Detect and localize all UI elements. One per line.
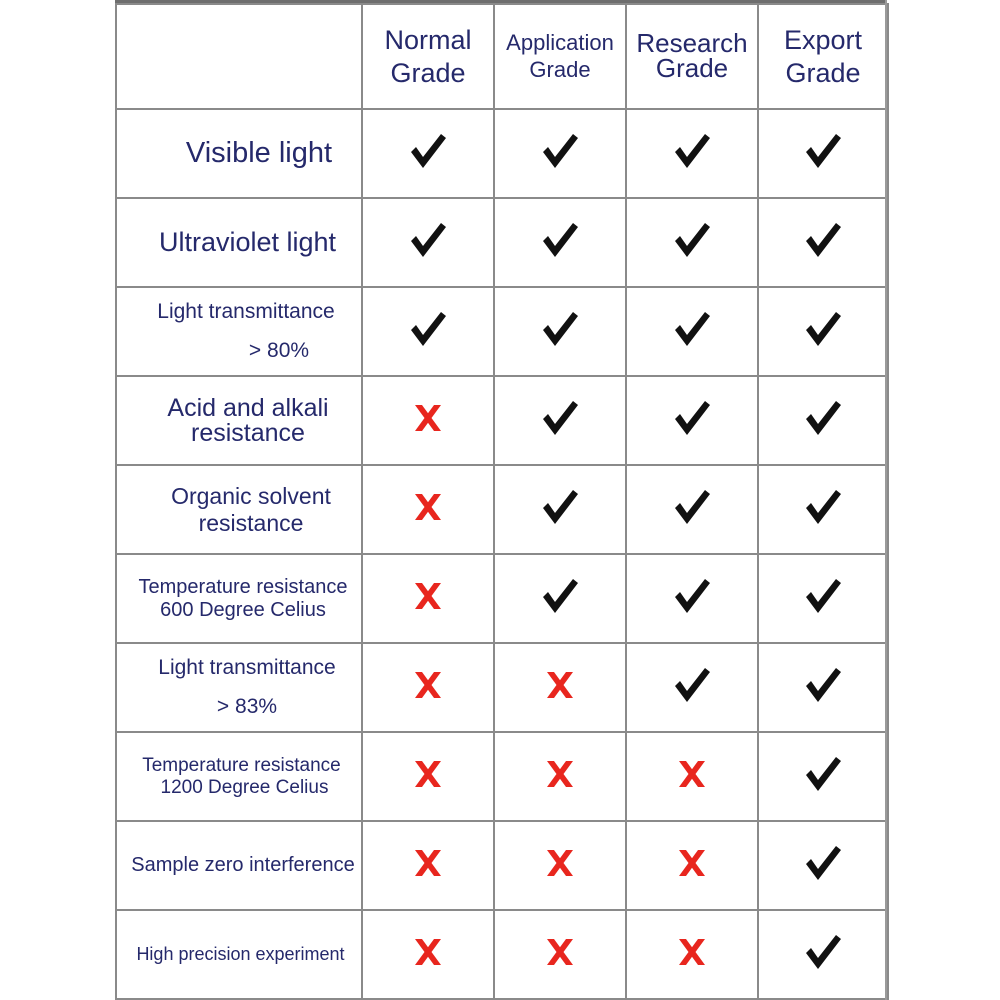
grade-cell	[758, 109, 888, 198]
column-header-application	[494, 4, 626, 109]
feature-label: resistance	[198, 509, 304, 536]
checkmark-icon	[803, 309, 843, 349]
grade-cell	[494, 732, 626, 821]
cross-icon	[544, 669, 576, 701]
grade-cell	[494, 643, 626, 732]
column-header-line: Application	[506, 30, 614, 56]
checkmark-icon	[672, 131, 712, 171]
grade-cell	[626, 821, 758, 910]
column-header-line: Export	[783, 25, 863, 56]
feature-label: High precision experiment	[136, 944, 345, 965]
feature-label: Ultraviolet light	[158, 226, 337, 257]
feature-label: 600 Degree Celius	[160, 598, 326, 621]
table-row	[116, 465, 888, 554]
table-row	[116, 643, 888, 732]
cross-icon	[676, 936, 708, 968]
feature-label: Temperature resistance	[138, 575, 348, 598]
corner-cell	[116, 4, 362, 109]
grade-cell	[362, 554, 494, 643]
checkmark-icon	[803, 220, 843, 260]
grade-cell	[758, 821, 888, 910]
checkmark-icon	[803, 665, 843, 705]
cross-icon	[544, 847, 576, 879]
checkmark-icon	[540, 487, 580, 527]
feature-label-cell	[116, 198, 362, 287]
table-row	[116, 554, 888, 643]
column-header-research	[626, 4, 758, 109]
checkmark-icon	[672, 487, 712, 527]
checkmark-icon	[803, 932, 843, 972]
grade-cell	[758, 376, 888, 465]
table-row	[116, 109, 888, 198]
column-header-normal	[362, 4, 494, 109]
grade-cell	[758, 465, 888, 554]
cross-icon	[544, 758, 576, 790]
cross-icon	[412, 758, 444, 790]
grade-cell	[758, 732, 888, 821]
column-header-export	[758, 4, 888, 109]
feature-label: Acid and alkali	[167, 393, 329, 422]
grade-cell	[362, 287, 494, 376]
feature-label-cell	[116, 554, 362, 643]
grade-cell	[494, 376, 626, 465]
feature-label: Light transmittance	[157, 300, 335, 324]
checkmark-icon	[672, 665, 712, 705]
feature-label-cell	[116, 732, 362, 821]
column-header-line: Normal	[384, 25, 472, 56]
grade-cell	[758, 643, 888, 732]
grade-cell	[626, 554, 758, 643]
checkmark-icon	[803, 487, 843, 527]
grade-cell	[626, 287, 758, 376]
grade-cell	[626, 732, 758, 821]
feature-label: resistance	[191, 418, 305, 447]
feature-label: Sample zero interference	[131, 854, 355, 876]
checkmark-icon	[540, 576, 580, 616]
grade-cell	[494, 554, 626, 643]
cross-icon	[412, 669, 444, 701]
column-header-line: Grade	[529, 56, 591, 82]
grade-cell	[362, 198, 494, 287]
grade-cell	[626, 910, 758, 999]
grade-cell	[626, 109, 758, 198]
grade-cell	[626, 643, 758, 732]
feature-label: > 83%	[216, 694, 278, 718]
grade-cell	[494, 198, 626, 287]
table-row	[116, 198, 888, 287]
feature-label-cell	[116, 643, 362, 732]
grade-cell	[362, 109, 494, 198]
feature-label-cell	[116, 910, 362, 999]
column-header-line: Grade	[785, 57, 861, 88]
checkmark-icon	[408, 220, 448, 260]
column-header-line: Grade	[655, 52, 729, 83]
feature-label: Temperature resistance	[142, 754, 341, 776]
checkmark-icon	[540, 131, 580, 171]
grade-cell	[362, 732, 494, 821]
checkmark-icon	[540, 398, 580, 438]
table-row	[116, 287, 888, 376]
cross-icon	[412, 936, 444, 968]
table-right-border	[885, 0, 887, 1000]
feature-label-cell	[116, 465, 362, 554]
feature-label: Visible light	[185, 136, 333, 169]
checkmark-icon	[672, 309, 712, 349]
checkmark-icon	[803, 843, 843, 883]
cross-icon	[412, 402, 444, 434]
table-row	[116, 376, 888, 465]
feature-label-cell	[116, 821, 362, 910]
checkmark-icon	[803, 131, 843, 171]
column-header-line: Grade	[390, 57, 466, 88]
checkmark-icon	[540, 220, 580, 260]
checkmark-icon	[540, 309, 580, 349]
cross-icon	[676, 847, 708, 879]
column-header-line: Research	[636, 28, 748, 59]
grade-cell	[758, 198, 888, 287]
feature-label-cell	[116, 287, 362, 376]
checkmark-icon	[803, 398, 843, 438]
checkmark-icon	[408, 309, 448, 349]
feature-label: 1200 Degree Celius	[160, 776, 329, 798]
cross-icon	[544, 936, 576, 968]
grade-cell	[362, 643, 494, 732]
grade-cell	[362, 376, 494, 465]
cross-icon	[412, 580, 444, 612]
table-row	[116, 821, 888, 910]
grade-cell	[626, 376, 758, 465]
checkmark-icon	[672, 398, 712, 438]
grade-cell	[494, 910, 626, 999]
grade-cell	[758, 287, 888, 376]
checkmark-icon	[803, 754, 843, 794]
grade-cell	[758, 554, 888, 643]
grade-comparison-table	[115, 3, 889, 1000]
cross-icon	[412, 491, 444, 523]
checkmark-icon	[672, 220, 712, 260]
table-row	[116, 732, 888, 821]
grade-cell	[362, 465, 494, 554]
grade-cell	[494, 821, 626, 910]
cross-icon	[676, 758, 708, 790]
grade-cell	[626, 465, 758, 554]
checkmark-icon	[408, 131, 448, 171]
grade-cell	[494, 465, 626, 554]
checkmark-icon	[803, 576, 843, 616]
table-row	[116, 910, 888, 999]
feature-label: > 80%	[248, 338, 310, 362]
grade-cell	[494, 109, 626, 198]
cross-icon	[412, 847, 444, 879]
grade-cell	[626, 198, 758, 287]
feature-label: Light transmittance	[158, 656, 336, 680]
grade-cell	[494, 287, 626, 376]
header-row	[116, 4, 888, 109]
grade-cell	[758, 910, 888, 999]
feature-label-cell	[116, 109, 362, 198]
feature-label-cell	[116, 376, 362, 465]
feature-label: Organic solvent	[171, 483, 331, 510]
checkmark-icon	[672, 576, 712, 616]
grade-cell	[362, 821, 494, 910]
grade-cell	[362, 910, 494, 999]
